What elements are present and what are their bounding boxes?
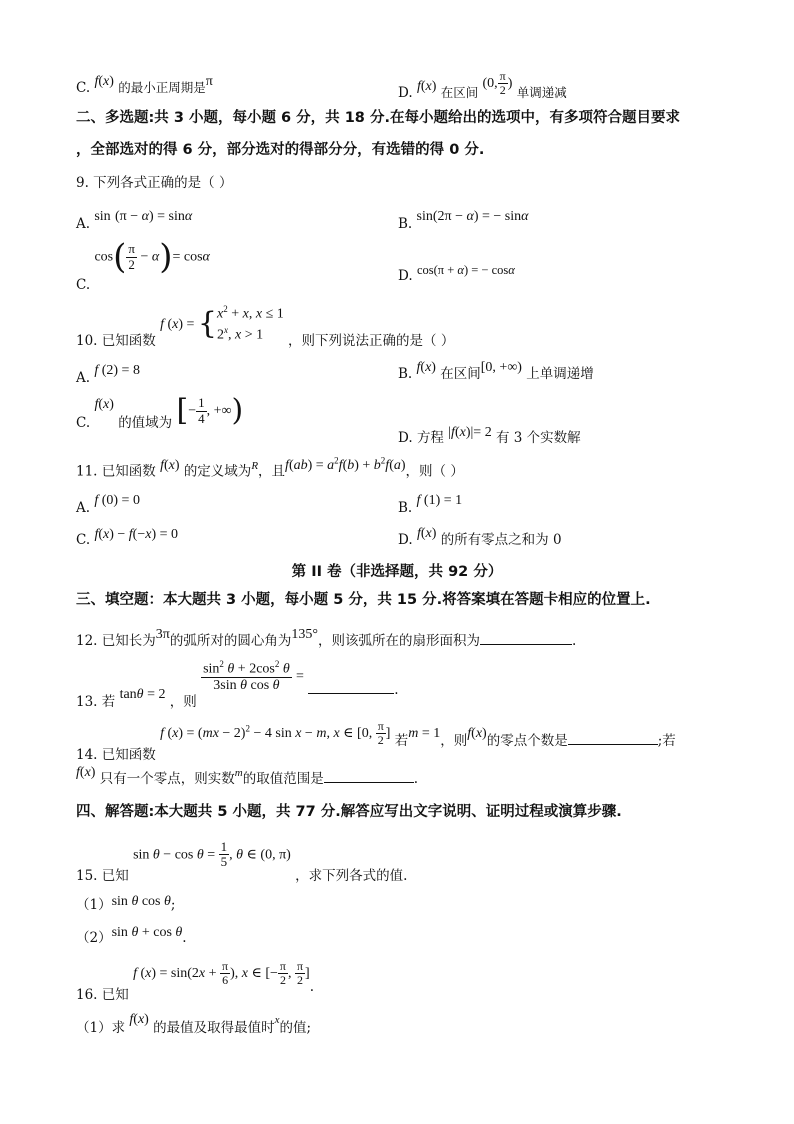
section-3-heading: 三、填空题：本大题共 3 小题，每小题 5 分，共 15 分.将答案填在答题卡相应的位置上. — [76, 592, 651, 608]
q9-option-b: B. sin(2π − α) = − sinα — [398, 209, 529, 232]
section-2-heading: 二、多选题:共 3 小题，每小题 6 分，共 18 分.在每小题给出的选项中，有多项符合题目要求 — [76, 110, 680, 126]
q11-stem: 11. 已知函数 f(x) 的定义域为$^R$，且$f(ab) = a^2f(b) + b^2f(a)$，则（ ） — [76, 455, 464, 480]
q14: 14. 已知函数 f (x) = (mx − 2)$^2$ − 4 sin x − m, x ∈ [0, $\frac{\pi}{2}$ ] 若m = 1，则f(x)的零点个数是 ;若 — [76, 719, 676, 764]
section-4-heading: 四、解答题:本大题共 5 小题，共 77 分.解答应写出文字说明、证明过程或演算步骤. — [76, 804, 622, 820]
section-2-heading-cont: ，全部选对的得 6 分，部分选对的得部分分，有选错的得 0 分. — [76, 142, 485, 158]
q15-stem: 15. 已知 sin θ − cos θ = $\frac{1}{5}$ , θ ∈ (0, π) ，求下列各式的值. — [76, 839, 408, 885]
q10-option-d: D. 方程 |f(x)|= 2 有 3 个实数解 — [398, 425, 581, 446]
q9-option-d: D. cos(π + α) = − cosα — [398, 263, 515, 284]
q15-part2: （2）sin θ + cos θ. — [76, 925, 187, 946]
q11-option-c: C. f(x) − f(−x) = 0 — [76, 527, 179, 548]
q8-option-d: D. f(x) 在区间 (0, $\frac{\pi}{2}$ ) 单调递减 — [398, 69, 567, 102]
q16-part1: （1）求 f(x) 的最值及取得最值时$^x$的值; — [76, 1012, 312, 1036]
q15-part1: （1）sin θ cos θ; — [76, 894, 176, 913]
part-2-title: 第 II 卷（非选择题，共 92 分） — [291, 564, 503, 580]
q11-option-d: D. f(x) 的所有零点之和为 0 — [398, 526, 562, 548]
q8-option-c: C. f(x) 的最小正周期是π — [76, 74, 213, 96]
q11-option-b: B. f (1) = 1 — [398, 493, 463, 516]
q11-option-a: A. f (0) = 0 — [76, 493, 140, 516]
q9-option-c: C. cos( $\frac{\pi}{2}$ − α)= cosα — [76, 237, 210, 293]
q13: 13. 若 tanθ = 2 ，则 $\frac{\sin^2 \theta + 2\cos^2 \theta}{\text{3sin θ cos θ}}$ = . — [76, 659, 399, 711]
q16-stem: 16. 已知 f (x) = sin(2x + $\frac{\pi}{6}$ ), x ∈ [− $\frac{\pi}{2}$ , $\frac{\pi}{2}$ ]. — [76, 959, 314, 1004]
q10-stem: 10. 已知函数 f $(x) = \{x^2 + x$, x ≤ 1 2$^x$, x > 1 ，则下列说法正确的是（ ） — [76, 304, 455, 349]
q9-option-a: A. sin (π − α) = sinα — [76, 209, 193, 232]
q9-stem: 9. 下列各式正确的是（ ） — [76, 175, 233, 191]
q10-option-c: C. f(x) 的值域为 [− $\frac{1}{4}$ , +∞) — [76, 393, 244, 431]
q10-option-a: A. f (2) = 8 — [76, 363, 140, 386]
q14-cont: f(x) 只有一个零点，则实数$^m$的取值范围是 . — [76, 765, 418, 787]
q12: 12. 已知长为3π的弧所对的圆心角为135°，则该弧所在的扇形面积为 . — [76, 627, 577, 649]
q10-option-b: B. f(x) 在区间[0, +∞) 上单调递增 — [398, 360, 594, 382]
